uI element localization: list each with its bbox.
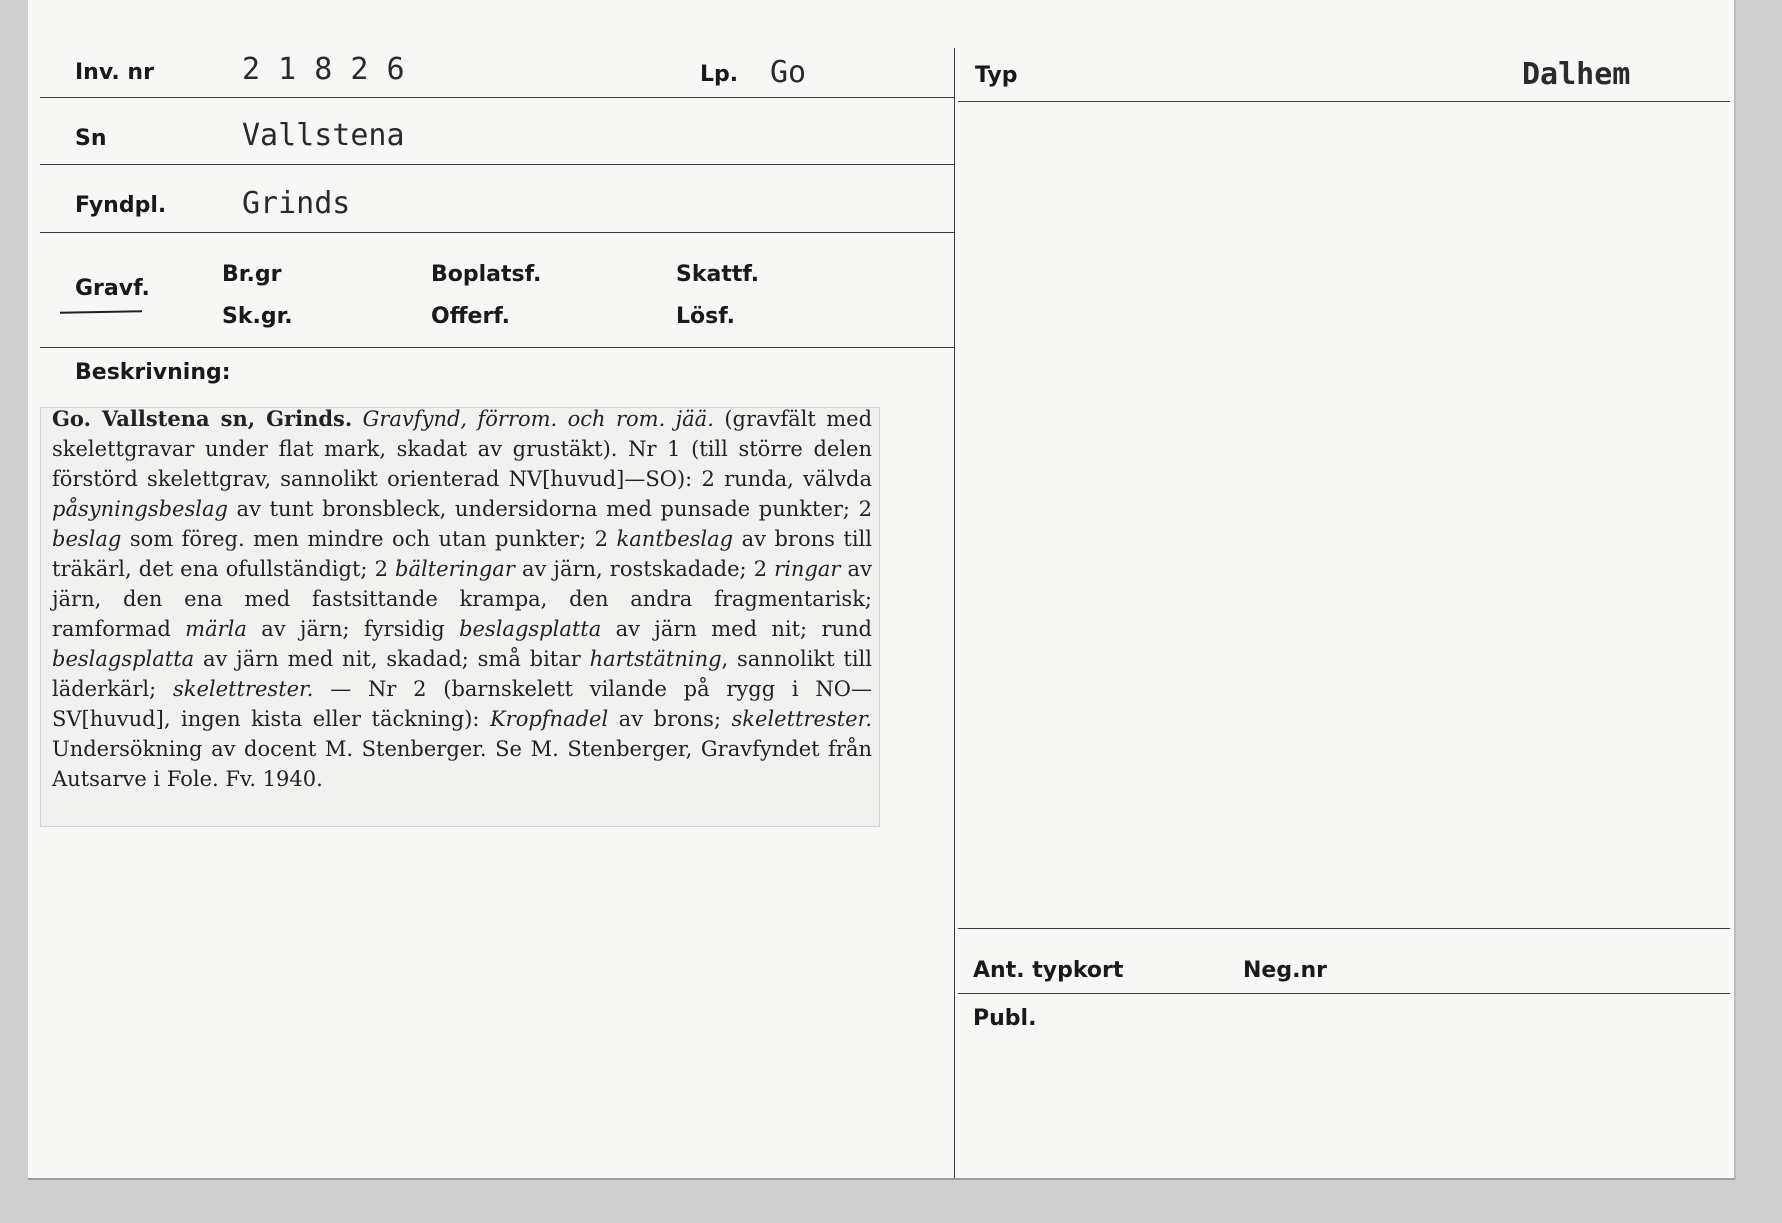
desc-term: bälteringar — [395, 557, 515, 581]
losf-label: Lösf. — [676, 304, 735, 329]
desc-term: skelettrester. — [731, 707, 872, 731]
rule-sn — [40, 164, 954, 165]
desc-part: av brons till träkärl, det ena ofullständigt; 2 — [52, 527, 872, 581]
desc-part: som föreg. men mindre och utan punkter; 2 — [129, 527, 609, 551]
gravf-label: Gravf. — [75, 276, 150, 301]
desc-term: påsyningsbeslag — [52, 497, 228, 521]
desc-part: av järn, den ena med fastsittande krampa, den andra fragmentarisk; ramformad — [52, 557, 872, 641]
rule-ant-typkort-bottom — [958, 993, 1730, 994]
desc-part: — Nr 2 (barnskelett vilande på rygg i NO—SV[huvud], ingen kista eller täckning): — [52, 677, 872, 731]
desc-part: av järn med nit, skadad; små bitar — [203, 647, 581, 671]
fyndpl-label: Fyndpl. — [75, 193, 167, 218]
offerf-label: Offerf. — [431, 304, 511, 329]
desc-part: av järn; fyrsidig — [261, 617, 445, 641]
desc-term: hartstätning — [589, 647, 722, 671]
description-text — [52, 404, 872, 794]
desc-term: beslagsplatta — [459, 617, 602, 641]
desc-term: märla — [185, 617, 247, 641]
desc-find-type: Gravfynd, förrom. och rom. jää. — [362, 407, 714, 431]
column-divider — [954, 48, 955, 1178]
desc-site: Go. Vallstena sn, Grinds. — [52, 406, 353, 431]
sn-value: Vallstena — [242, 118, 405, 153]
desc-part: av tunt bronsbleck, undersidorna med punsade punkter; 2 — [236, 497, 872, 521]
desc-term: kantbeslag — [616, 527, 734, 551]
fyndpl-value: Grinds — [242, 186, 351, 221]
sk-gr-label: Sk.gr. — [222, 304, 293, 329]
inv-nr-label: Inv. nr — [75, 60, 154, 85]
desc-term: skelettrester. — [173, 677, 314, 701]
boplatsf-label: Boplatsf. — [431, 262, 542, 287]
rule-ant-typkort-top — [958, 928, 1730, 929]
beskrivning-label: Beskrivning: — [75, 360, 231, 385]
desc-term: beslagsplatta — [52, 647, 195, 671]
desc-term: beslag — [52, 527, 122, 551]
desc-part: Undersökning av docent M. Stenberger. Se M. Stenberger, Gravfyndet från Autsarve i Fole. Fv. 1940. — [52, 737, 872, 791]
skattf-label: Skattf. — [676, 262, 760, 287]
gravf-category — [75, 276, 150, 301]
br-gr-label: Br.gr — [222, 262, 282, 287]
ant-typkort-label: Ant. typkort — [973, 958, 1124, 983]
inv-nr-value: 2 1 8 2 6 — [242, 52, 405, 87]
lp-label: Lp. — [700, 62, 739, 87]
desc-term: ringar — [774, 557, 841, 581]
desc-part: , sannolikt till läderkärl; — [52, 647, 872, 701]
sn-label: Sn — [75, 126, 107, 151]
lp-value: Go — [770, 55, 807, 90]
rule-typ — [958, 101, 1730, 102]
typ-value: Dalhem — [1522, 57, 1631, 92]
desc-part: (gravfält med skelettgravar under flat mark, skadat av grustäkt). Nr 1 (till större delen förstörd skelettgrav, sannolikt orienterad NV[huvud]—SO): 2 runda, välvda — [52, 407, 873, 491]
desc-term: Kropfnadel — [489, 707, 609, 731]
desc-part: av brons; — [618, 707, 722, 731]
rule-inv — [40, 97, 954, 98]
desc-part: av järn, rostskadade; 2 — [521, 557, 768, 581]
neg-nr-label: Neg.nr — [1243, 958, 1327, 983]
typ-label: Typ — [975, 63, 1018, 88]
rule-categories — [40, 347, 954, 348]
desc-part: av järn med nit; rund — [615, 617, 872, 641]
publ-label: Publ. — [973, 1006, 1037, 1031]
rule-fyndpl — [40, 232, 954, 233]
